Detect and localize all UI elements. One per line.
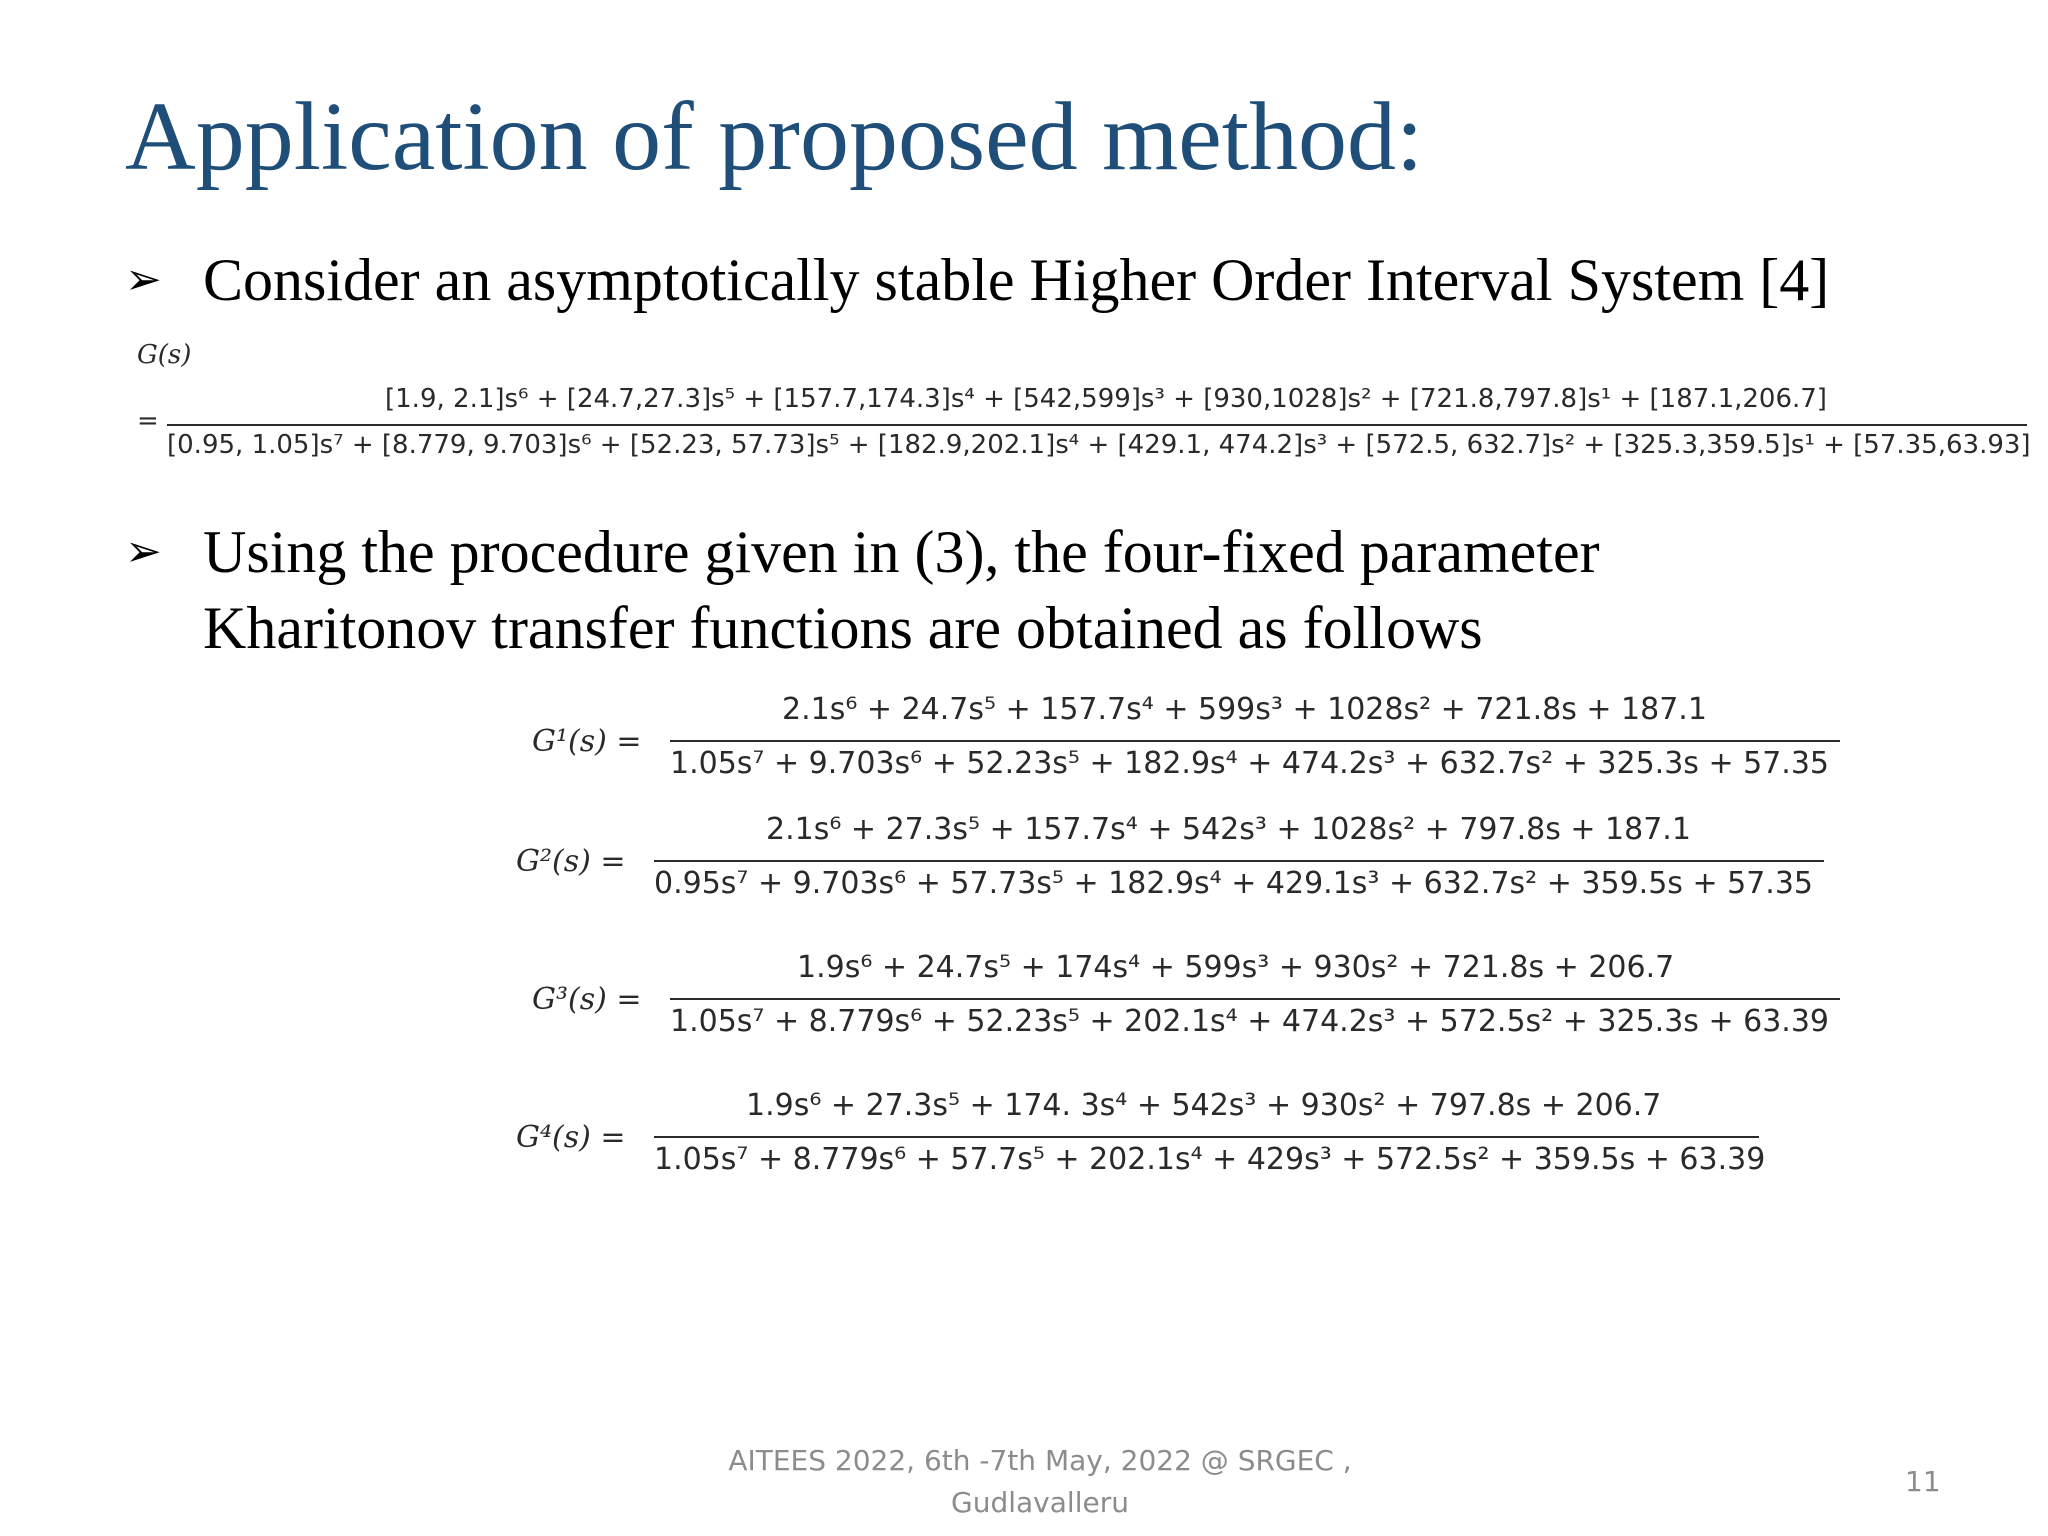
kharitonov-4-numerator: 1.9s⁶ + 27.3s⁵ + 174. 3s⁴ + 542s³ + 930s² + 797.8s + 206.7 xyxy=(746,1088,1662,1123)
kharitonov-1-lhs: G¹(s) = xyxy=(532,724,642,759)
kharitonov-1-numerator: 2.1s⁶ + 24.7s⁵ + 157.7s⁴ + 599s³ + 1028s² + 721.8s + 187.1 xyxy=(782,692,1707,727)
fraction-bar xyxy=(167,424,2027,426)
kharitonov-3-denominator: 1.05s⁷ + 8.779s⁶ + 52.23s⁵ + 202.1s⁴ + 474.2s³ + 572.5s² + 325.3s + 63.39 xyxy=(670,1004,1830,1039)
footer-line-1: AITEES 2022, 6th -7th May, 2022 @ SRGEC , xyxy=(728,1444,1352,1477)
slide-title: Application of proposed method: xyxy=(125,83,1424,191)
interval-system-equals: = xyxy=(137,406,159,436)
kharitonov-2-denominator: 0.95s⁷ + 9.703s⁶ + 57.73s⁵ + 182.9s⁴ + 429.1s³ + 632.7s² + 359.5s + 57.35 xyxy=(654,866,1814,901)
bullet-2-text xyxy=(203,514,1600,666)
interval-system-numerator: [1.9, 2.1]s⁶ + [24.7,27.3]s⁵ + [157.7,174.3]s⁴ + [542,599]s³ + [930,1028]s² + [721.8,797.8]s¹ + [187.1,206.7] xyxy=(385,384,1827,414)
bullet-1-line-1: Consider an asymptotically stable Higher Order Interval System [4] xyxy=(203,247,1830,313)
footer-line-2: Gudlavalleru xyxy=(951,1486,1129,1519)
fraction-bar xyxy=(654,1136,1759,1138)
slide-footer xyxy=(700,1440,1380,1524)
interval-system-denominator: [0.95, 1.05]s⁷ + [8.779, 9.703]s⁶ + [52.23, 57.73]s⁵ + [182.9,202.1]s⁴ + [429.1, 474.2]s³ + [572.5, 632.7]s² + [325.3,359.5]s¹ + [57.35,63.93] xyxy=(167,430,2031,460)
kharitonov-3-lhs: G³(s) = xyxy=(532,982,642,1017)
arrow-bullet-icon: ➢ xyxy=(125,254,162,305)
bullet-2-line-1: Using the procedure given in (3), the four-fixed parameter xyxy=(203,519,1600,585)
kharitonov-1-denominator: 1.05s⁷ + 9.703s⁶ + 52.23s⁵ + 182.9s⁴ + 474.2s³ + 632.7s² + 325.3s + 57.35 xyxy=(670,746,1830,781)
interval-system-lhs: G(s) xyxy=(137,340,192,370)
interval-system-equation xyxy=(135,340,2030,470)
bullet-1-text xyxy=(203,242,1829,318)
kharitonov-3-numerator: 1.9s⁶ + 24.7s⁵ + 174s⁴ + 599s³ + 930s² + 721.8s + 206.7 xyxy=(797,950,1675,985)
kharitonov-2-numerator: 2.1s⁶ + 27.3s⁵ + 157.7s⁴ + 542s³ + 1028s² + 797.8s + 187.1 xyxy=(766,812,1691,847)
page-number: 11 xyxy=(1905,1465,1941,1498)
kharitonov-2-lhs: G²(s) = xyxy=(516,844,626,879)
kharitonov-4-lhs: G⁴(s) = xyxy=(516,1120,626,1155)
kharitonov-4-denominator: 1.05s⁷ + 8.779s⁶ + 57.7s⁵ + 202.1s⁴ + 429s³ + 572.5s² + 359.5s + 63.39 xyxy=(654,1142,1766,1177)
fraction-bar xyxy=(670,740,1840,742)
fraction-bar xyxy=(654,860,1824,862)
fraction-bar xyxy=(670,998,1840,1000)
arrow-bullet-icon: ➢ xyxy=(125,526,162,577)
bullet-2-line-2: Kharitonov transfer functions are obtained as follows xyxy=(203,595,1483,661)
